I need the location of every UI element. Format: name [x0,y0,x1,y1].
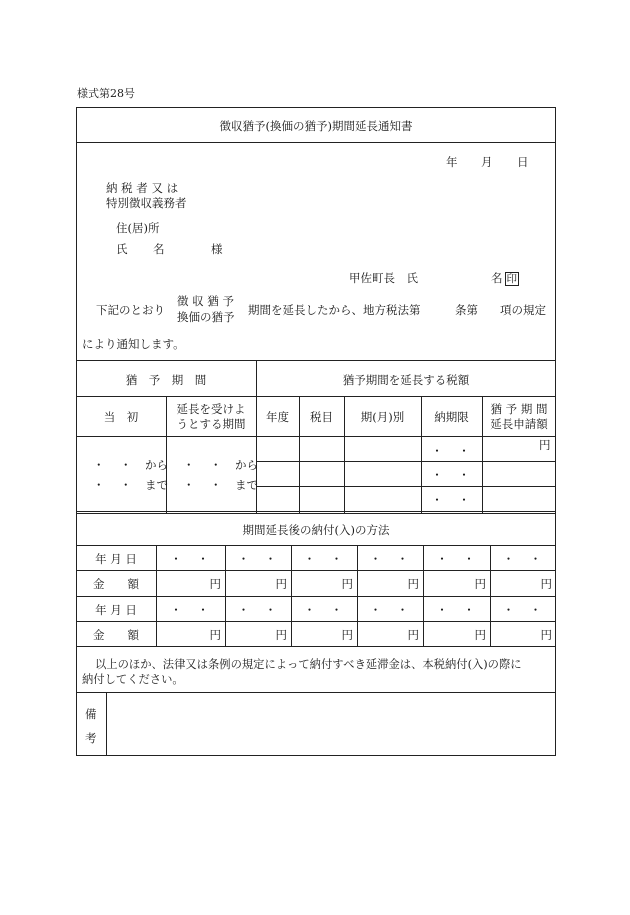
t1-col-year: 年度 [266,410,289,424]
t1-col-period: 期(月)別 [360,410,405,424]
t2-r2-dots-6: ・ ・ [502,603,544,617]
footer-note-1: 以上のほか、法律又は条例の規定によって納付すべき延滞金は、本税納付(入)の際に [95,658,522,671]
t1-col-initial: 当 初 [103,410,139,424]
t2-r1-yen-2: 円 [275,577,287,591]
rule-t1-head [76,396,556,397]
t2-r1-yen-3: 円 [341,577,353,591]
t1-col-extend-2: うとする期間 [176,417,246,431]
t2-row-date-2: 年 月 日 [95,603,137,617]
t2-r2-dots-4: ・ ・ [369,603,411,617]
name-label-1: 氏 [116,242,128,256]
notice-article: 条第 [455,303,478,317]
date-year: 年 [446,155,458,169]
rule-t2-r3 [76,621,556,622]
seal-mark: 印 [506,273,517,285]
t2-r1-yen-5: 円 [474,577,486,591]
t2-title: 期間延長後の納付(入)の方法 [242,523,390,537]
t1-header-tax: 猶予期間を延長する税額 [342,373,470,387]
t1-extend-from: ・ ・ から [183,458,258,472]
t2-r1-yen-6: 円 [540,577,552,591]
form-number: 様式第28号 [77,87,135,100]
address-label: 住(居)所 [116,221,160,235]
addressee-role-1: 納 税 者 又 は [106,181,179,195]
t2-r1-dots-3: ・ ・ [303,552,345,566]
t2-r2-yen-1: 円 [209,628,221,642]
t1-deadline-3: ・ ・ [431,493,472,507]
date-day: 日 [517,155,529,169]
t2-r1-dots-1: ・ ・ [170,552,211,566]
t1-initial-from: ・ ・ から [93,458,168,472]
form-title: 徴収猶予(換価の猶予)期間延長通知書 [219,119,413,133]
rule-title [76,142,556,143]
notice-prefix: 下記のとおり [96,303,165,317]
rule-t2-r2 [76,596,556,597]
t1-header-period: 猶 予 期 間 [125,373,207,387]
t2-r2-dots-3: ・ ・ [303,603,345,617]
rule-t1-end-b [76,513,556,514]
t2-r2-yen-6: 円 [540,628,552,642]
t2-r1-dots-4: ・ ・ [369,552,411,566]
t2-row-amount-2: 金 額 [93,628,139,642]
t2-r2-dots-5: ・ ・ [436,603,477,617]
rule-t1-row2 [256,486,556,487]
t1-col-amount-1: 猶 予 期 間 [490,402,548,416]
rule-t1-cols [76,436,556,437]
t2-r1-dots-2: ・ ・ [237,552,279,566]
notice-option-2: 換価の猶予 [177,310,235,324]
notice-option-1: 徴 収 猶 予 [177,294,234,308]
notice-middle: 期間を延長したから、地方税法第 [248,303,421,317]
t1-col-amount-2: 延長申請額 [490,417,548,431]
honorific: 様 [211,242,223,256]
t1-yen: 円 [539,438,551,452]
remarks-char-2: 考 [85,731,97,745]
t2-r2-yen-4: 円 [407,628,419,642]
t2-r1-dots-5: ・ ・ [436,552,477,566]
issuer-title: 甲佐町長 氏 [349,271,418,285]
t1-extend-until: ・ ・ まで [183,478,258,492]
t1-deadline-1: ・ ・ [431,444,472,458]
footer-note-2: 納付してください。 [82,673,184,686]
addressee-role-2: 特別徴収義務者 [106,196,187,210]
t1-deadline-2: ・ ・ [431,468,472,482]
t2-r2-dots-1: ・ ・ [170,603,211,617]
rule-t2-r4 [76,646,556,647]
t2-r1-yen-1: 円 [209,577,221,591]
t2-r2-yen-5: 円 [474,628,486,642]
t2-r1-yen-4: 円 [407,577,419,591]
t2-r1-dots-6: ・ ・ [502,552,544,566]
notice-line-2: により通知します。 [82,337,185,351]
rule-t1-row1 [256,461,556,462]
t1-col-deadline: 納期限 [434,410,469,424]
t2-r2-dots-2: ・ ・ [237,603,279,617]
rule-t2-r1 [76,570,556,571]
t2-r2-yen-2: 円 [275,628,287,642]
t1-col-extend-1: 延長を受けよ [176,402,246,416]
rule-notice [76,360,556,361]
name-label-2: 名 [153,242,165,256]
rule-t2-title [76,545,556,546]
notice-clause: 項の規定 [500,303,546,317]
t2-row-date-1: 年 月 日 [95,552,137,566]
t2-r2-yen-3: 円 [341,628,353,642]
t1-col-tax: 税目 [310,410,333,424]
t1-initial-until: ・ ・ まで [93,478,168,492]
date-month: 月 [481,155,493,169]
remarks-char-1: 備 [85,707,97,721]
rule-t1-end-a [76,511,556,512]
remarks-field[interactable] [107,693,555,755]
issuer-name-label: 名 印 [491,271,517,285]
t2-row-amount-1: 金 額 [93,577,139,591]
